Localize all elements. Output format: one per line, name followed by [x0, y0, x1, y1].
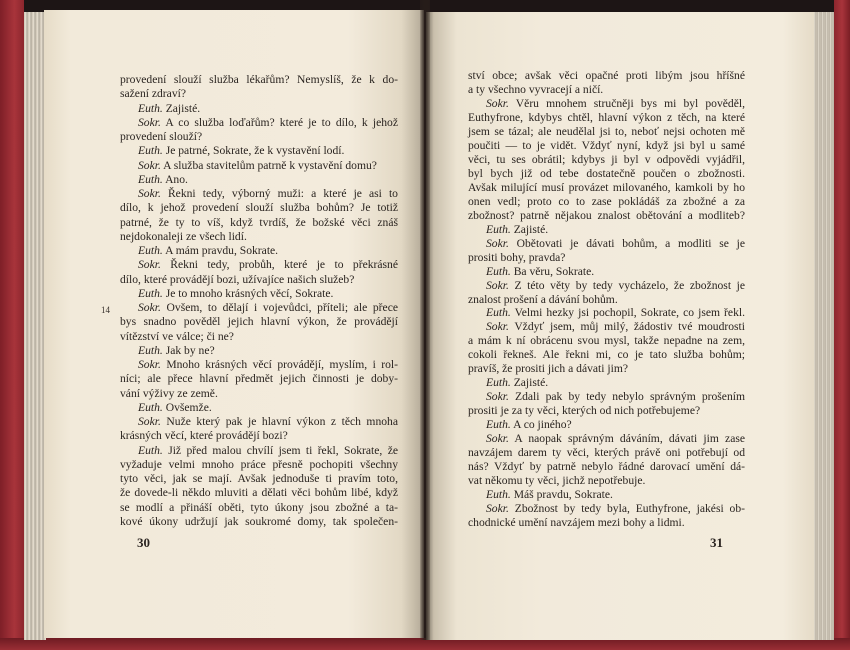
line-text: Zajisté.: [513, 376, 549, 390]
text-line: [120, 116, 398, 130]
text-line: [120, 387, 398, 401]
speaker-label: Euth.: [486, 222, 511, 236]
line-text: cokoli řekneš. Ale řekni mi, co je tato služba bohům;: [468, 348, 745, 362]
text-line: [468, 474, 745, 488]
text-line: [120, 102, 398, 116]
line-text: sažení zdraví?: [120, 87, 186, 101]
text-line: [468, 251, 745, 265]
line-text: tyto věci, jak se mají. Avšak jednoduše ti pravím toto,: [120, 472, 398, 485]
line-text: Zajisté.: [513, 222, 549, 236]
text-line: [468, 390, 745, 404]
line-text: Avšak milující musí provázet milovaného, kamkoli by ho: [468, 180, 745, 194]
speaker-label: Euth.: [138, 286, 163, 300]
line-text: znalost prošení a dávání bohům.: [468, 292, 618, 306]
text-line: [468, 293, 745, 307]
text-line: [120, 301, 398, 315]
text-line: [468, 139, 745, 153]
text-line: [120, 201, 398, 215]
line-text: Zdali pak by tedy nebylo správným prošením: [515, 390, 745, 404]
line-text: věci, tu ses obrátil; kdybys ji byl v odpovědi vyjádřil,: [468, 152, 745, 166]
text-line: [468, 502, 745, 516]
text-line: [468, 418, 745, 432]
line-text: A služba stavitelům patrně k vystavění domu?: [163, 158, 377, 172]
line-text: patrné, že ty to víš, když tvrdíš, že božské věci znáš: [120, 215, 398, 229]
line-text: Ba věru, Sokrate.: [513, 264, 595, 278]
speaker-label: Euth.: [486, 376, 511, 390]
text-line: [468, 348, 745, 362]
text-line: [468, 125, 745, 139]
line-text: Ano.: [165, 172, 188, 186]
page-number-right: 31: [710, 535, 723, 550]
line-text: Ovšemže.: [165, 400, 212, 414]
text-line: [120, 358, 398, 372]
line-text: jsem se tázal; ale neudělal jsi to, neboť nejsi ochoten mě: [468, 124, 745, 138]
text-line: [468, 460, 745, 474]
speaker-label: Sokr.: [486, 320, 509, 334]
text-line: [468, 237, 745, 251]
text-line: [468, 153, 745, 167]
line-text: provedení slouží?: [120, 130, 203, 143]
line-text: A naopak správným dáváním, dávati jim zase: [514, 432, 745, 446]
line-text: A mám pravdu, Sokrate.: [165, 244, 279, 257]
speaker-label: Euth.: [138, 400, 163, 414]
right-page-text: [468, 69, 745, 530]
line-text: Věru mnohem stručněji bys mi byl pověděl,: [515, 96, 745, 110]
text-line: [120, 472, 398, 486]
line-text: kové úkony udržují jak soukromé domy, tak společen-: [120, 514, 398, 528]
speaker-label: Euth.: [138, 343, 163, 357]
page-number-left: 30: [137, 535, 150, 550]
text-line: [468, 446, 745, 460]
text-line: [468, 334, 745, 348]
text-line: [468, 97, 745, 111]
text-line: [468, 404, 745, 418]
line-text: vat někomu ty věci, jichž nepotřebuje.: [468, 474, 646, 488]
line-text: že dovede-li někdo mluviti a dělati věci bohům libé, když: [120, 486, 398, 500]
speaker-label: Sokr.: [486, 432, 509, 446]
text-line: [120, 330, 398, 344]
line-text: Vždyť jsem, můj milý, žádostiv tvé moudrosti: [514, 320, 745, 334]
line-text: byl bych již od tebe dostatečně poučen o zbožnosti.: [468, 166, 745, 180]
line-text: Řekni tedy, výborný muži: a které je asi to: [167, 187, 398, 200]
speaker-label: Sokr.: [138, 358, 161, 371]
text-line: [468, 488, 745, 502]
text-line: [468, 83, 745, 97]
line-text: Zbožnost by tedy byla, Euthyfrone, jakési ob-: [514, 502, 745, 516]
text-line: [120, 429, 398, 443]
line-text: bys snadno pověděl jejich hlavní výkon, že provádějí: [120, 315, 398, 329]
line-text: vání výživy ze země.: [120, 386, 218, 400]
page-edges-left: [24, 12, 46, 640]
speaker-label: Sokr.: [486, 390, 509, 404]
text-line: [120, 486, 398, 500]
line-text: Řekni tedy, probůh, které je to překrásné: [170, 258, 398, 272]
text-line: [120, 173, 398, 187]
speaker-label: Euth.: [486, 264, 511, 278]
text-line: [468, 362, 745, 376]
line-text: Zajisté.: [165, 101, 201, 115]
line-text: se modlí a přináší oběti, tyto úkony jsou zbožné a ta-: [120, 500, 398, 514]
speaker-label: Sokr.: [138, 115, 161, 129]
speaker-label: Sokr.: [138, 187, 161, 200]
text-line: [120, 159, 398, 173]
speaker-label: Euth.: [138, 244, 163, 257]
text-line: [468, 69, 745, 83]
text-line: [468, 223, 745, 237]
line-text: provedení slouží služba lékařům? Nemyslíš, že k do-: [120, 73, 398, 86]
line-text: chodnické umění navzájem mezi bohy a lidmi.: [468, 516, 685, 529]
line-text: Je patrné, Sokrate, že k vystavění lodí.: [165, 144, 345, 158]
line-text: Mnoho krásných věcí provádějí, myslím, i rol-: [166, 358, 398, 371]
line-text: nás? Vždyť by patrně nebylo řádné darovací umění dá-: [468, 460, 745, 474]
line-text: poučiti — to je vidět. Vždyť nyní, když jsi byl u samé: [468, 138, 745, 152]
speaker-label: Euth.: [486, 306, 511, 320]
text-line: [120, 244, 398, 258]
text-line: [120, 458, 398, 472]
text-line: [468, 432, 745, 446]
line-text: prositi bohy, pravda?: [468, 250, 566, 264]
text-line: [468, 376, 745, 390]
margin-note: 14: [101, 305, 110, 315]
line-text: Ovšem, to dělají i vojevůdci, příteli; ale přece: [166, 301, 398, 314]
text-line: [120, 344, 398, 358]
text-line: [120, 401, 398, 415]
text-line: [120, 216, 398, 230]
line-text: A co služba loďařům? které je to dílo, k jehož: [165, 115, 398, 129]
line-text: Již před malou chvílí jsem ti řekl, Sokrate, že: [168, 443, 398, 457]
line-text: prositi je za ty věci, kterých od nich potřebujeme?: [468, 404, 701, 418]
text-line: [120, 230, 398, 244]
line-text: ství obce; avšak věci opačné proti libým jsou hříšné: [468, 69, 745, 82]
speaker-label: Sokr.: [486, 236, 509, 250]
book-cover-right: [834, 0, 850, 650]
text-line: [468, 181, 745, 195]
line-text: zbožnost? patrně nějakou znalost obětování a modliteb?: [468, 208, 745, 222]
text-line: [120, 444, 398, 458]
speaker-label: Sokr.: [138, 258, 161, 272]
line-text: pravíš, že prositi jich a dávati jim?: [468, 362, 629, 376]
line-text: vítězství ve válce; či ne?: [120, 329, 234, 343]
text-line: [120, 144, 398, 158]
line-text: Obětovati je dávati bohům, a modliti se je: [516, 236, 745, 250]
left-page-text: [120, 73, 398, 529]
speaker-label: Sokr.: [486, 502, 509, 516]
text-line: [120, 130, 398, 144]
text-line: [120, 315, 398, 329]
line-text: Z této věty by tedy vycházelo, že zbožnost je: [514, 278, 745, 292]
text-line: [468, 209, 745, 223]
line-text: a mám k ní obrácenu svou mysl, takže nepadne na zem,: [468, 334, 745, 348]
text-line: [120, 73, 398, 87]
speaker-label: Euth.: [486, 488, 511, 502]
line-text: Euthyfrone, kdybys chtěl, hlavní výkon z těch, na které: [468, 110, 745, 124]
text-line: [120, 415, 398, 429]
line-text: onen vedl; proto co to zase pokládáš za zbožné a za: [468, 194, 745, 208]
speaker-label: Sokr.: [138, 301, 161, 314]
speaker-label: Euth.: [138, 144, 163, 158]
line-text: A co jiného?: [513, 418, 572, 432]
speaker-label: Sokr.: [138, 415, 161, 428]
text-line: [468, 320, 745, 334]
book-gutter: [420, 0, 430, 640]
line-text: vyžaduje velmi mnoho práce přesně pochopiti všechny: [120, 457, 398, 471]
text-line: [120, 273, 398, 287]
line-text: krásných věcí, které provádějí bozi?: [120, 429, 288, 443]
text-line: [120, 515, 398, 529]
line-text: dílo, které provádějí bozi, užívajíce našich služeb?: [120, 272, 355, 286]
line-text: Je to mnoho krásných věcí, Sokrate.: [165, 286, 334, 300]
line-text: Velmi hezky jsi pochopil, Sokrate, co jsem řekl.: [514, 306, 745, 320]
line-text: Máš pravdu, Sokrate.: [513, 488, 613, 502]
speaker-label: Euth.: [138, 443, 163, 457]
text-line: [468, 279, 745, 293]
line-text: a ty všechno vyvracejí a ničí.: [468, 82, 604, 96]
text-line: [120, 87, 398, 101]
text-line: [468, 195, 745, 209]
speaker-label: Sokr.: [486, 96, 509, 110]
text-line: [120, 187, 398, 201]
line-text: Nuže který pak je hlavní výkon z těch mnoha: [166, 415, 398, 428]
text-line: [468, 111, 745, 125]
text-line: [468, 167, 745, 181]
text-line: [120, 372, 398, 386]
speaker-label: Sokr.: [138, 158, 161, 172]
line-text: dílo, k jehož provedení slouží služba bohům? Je totiž: [120, 201, 398, 215]
line-text: navzájem darem ty věci, kterých právě oni potřebují od: [468, 446, 745, 460]
speaker-label: Sokr.: [486, 278, 509, 292]
text-line: [468, 516, 745, 530]
page-edges-right: [812, 12, 834, 640]
text-line: [468, 306, 745, 320]
text-line: [120, 287, 398, 301]
line-text: níci; ale přece hlavní předmět jejich činnosti je doby-: [120, 372, 398, 386]
speaker-label: Euth.: [486, 418, 511, 432]
text-line: [468, 265, 745, 279]
line-text: nejdokonaleji ze všech lidí.: [120, 229, 247, 243]
book-cover-left: [0, 0, 24, 650]
text-line: [120, 501, 398, 515]
text-line: [120, 258, 398, 272]
line-text: Jak by ne?: [165, 343, 215, 357]
speaker-label: Euth.: [138, 172, 163, 186]
speaker-label: Euth.: [138, 101, 163, 115]
